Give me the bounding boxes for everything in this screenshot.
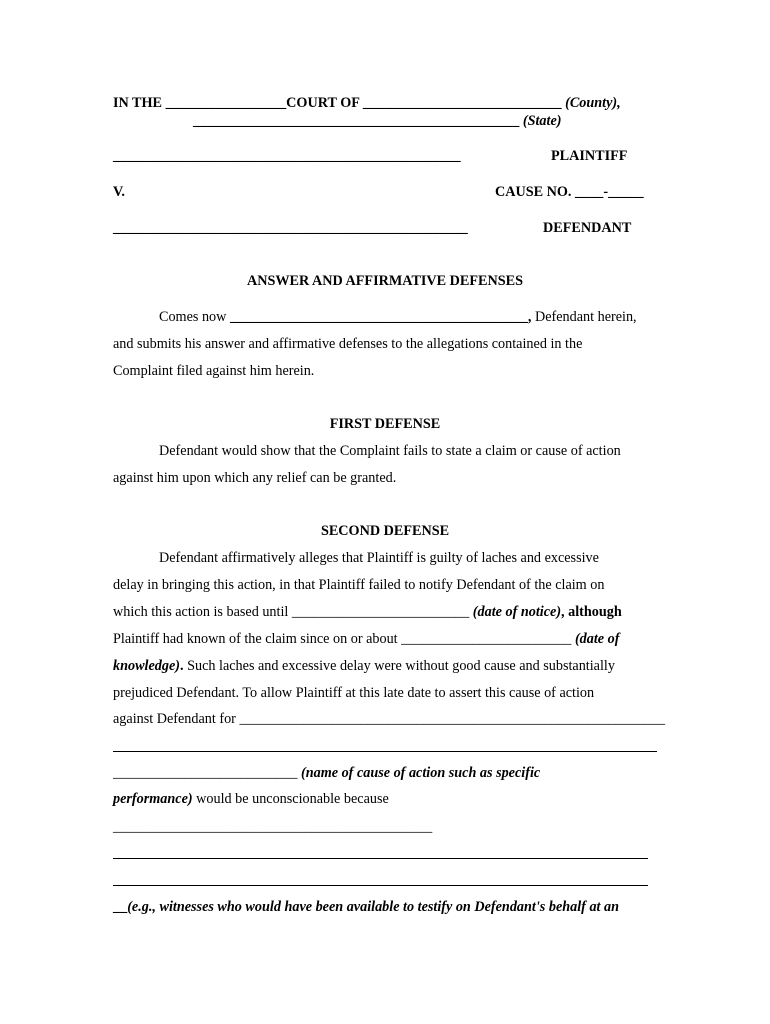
cause-number: CAUSE NO. ____-_____: [495, 184, 644, 200]
state-label: (State): [522, 113, 562, 129]
document-title: ANSWER AND AFFIRMATIVE DEFENSES: [246, 273, 524, 289]
knowledge-label: knowledge): [113, 658, 180, 674]
caption-state-line: [193, 112, 561, 130]
example-blank: __: [113, 899, 128, 915]
intro-line-1: [159, 308, 637, 326]
although-text: , although: [561, 604, 622, 620]
cause-of-action-label: (name of cause of action such as specific: [300, 765, 541, 781]
intro-line-3: Complaint filed against him herein.: [113, 363, 315, 379]
intro-line-2: and submits his answer and affirmative defenses to the allegations contained in the: [113, 336, 583, 352]
defendant-herein-text: Defendant herein,: [534, 309, 637, 325]
first-defense-line-2: against him upon which any relief can be granted.: [113, 470, 397, 486]
laches-text: Such laches and excessive delay were without good cause and substantially: [183, 658, 615, 674]
defendant-label: DEFENDANT: [543, 220, 632, 236]
first-defense-heading: FIRST DEFENSE: [329, 416, 441, 432]
versus-label: V.: [113, 184, 125, 200]
blank-rule: [113, 885, 648, 886]
state-blank: ______________________________________________: [193, 113, 520, 129]
court-name-blank: _________________: [165, 95, 287, 111]
second-defense-line-7: against Defendant for ____________________________________________________________: [113, 711, 666, 727]
court-of-label: COURT OF: [286, 95, 360, 111]
defendant-name-blank: __________________________________________,: [229, 309, 532, 325]
county-label: (County),: [565, 95, 621, 111]
knowledge-date-text: Plaintiff had known of the claim since on or about ________________________: [113, 631, 572, 647]
second-defense-line-4: [113, 630, 619, 648]
blank-rule: [113, 751, 657, 752]
county-blank: ____________________________: [362, 95, 562, 111]
cause-of-action-blank: __________________________: [113, 765, 298, 781]
notice-date-text: which this action is based until _________________________: [113, 604, 470, 620]
second-defense-line-11: _____________________________________________: [113, 819, 433, 835]
second-defense-line-3: [113, 603, 622, 621]
second-defense-line-9: [113, 764, 540, 782]
knowledge-period: .: [180, 658, 184, 674]
first-defense-line-1: Defendant would show that the Complaint fails to state a claim or cause of action: [159, 443, 621, 459]
second-defense-line-10: [113, 790, 389, 808]
date-of-label: (date of: [574, 631, 620, 647]
example-text: (e.g., witnesses who would have been available to testify on Defendant's behalf at an: [127, 899, 620, 915]
plaintiff-label: PLAINTIFF: [551, 148, 628, 164]
second-defense-line-1: Defendant affirmatively alleges that Plaintiff is guilty of laches and excessive: [159, 550, 599, 566]
comes-now-text: Comes now: [159, 309, 227, 325]
caption-court-line: [113, 94, 621, 112]
second-defense-line-5: [113, 657, 615, 675]
second-defense-heading: SECOND DEFENSE: [320, 523, 450, 539]
performance-label: performance): [113, 791, 193, 807]
defendant-blank: __________________________________________________: [113, 220, 468, 236]
in-the-label: IN THE: [113, 95, 163, 111]
date-of-notice-label: (date of notice): [472, 604, 562, 620]
plaintiff-blank: _________________________________________________: [113, 148, 461, 164]
second-defense-line-14: [113, 898, 619, 916]
blank-rule: [113, 858, 648, 859]
second-defense-line-2: delay in bringing this action, in that Plaintiff failed to notify Defendant of the claim on: [113, 577, 605, 593]
unconscionable-text: would be unconscionable because: [192, 791, 389, 807]
second-defense-line-6: prejudiced Defendant. To allow Plaintiff at this late date to assert this cause of action: [113, 685, 595, 701]
